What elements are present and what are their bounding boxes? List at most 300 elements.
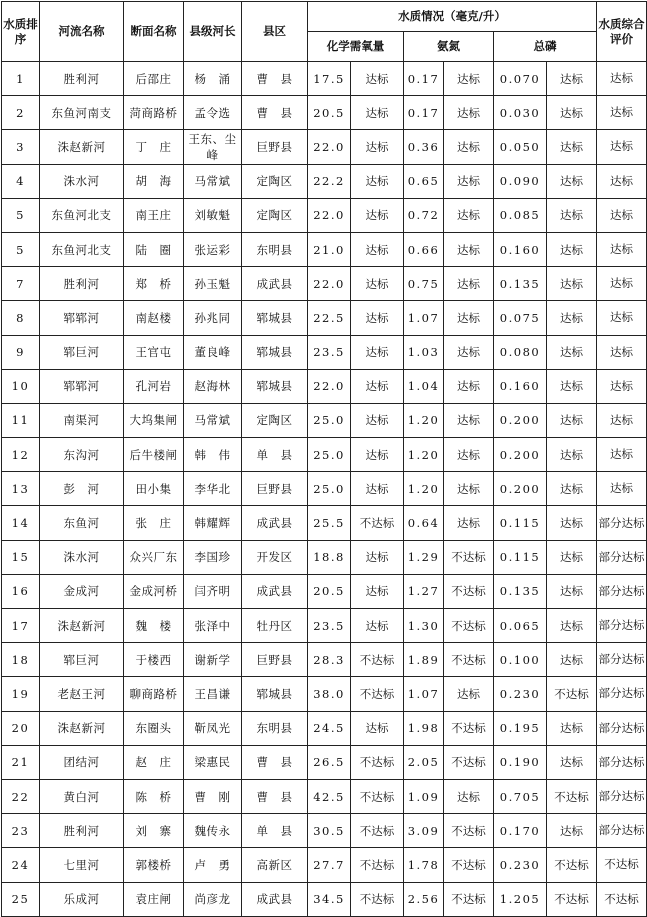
cell-cod-status: 达标 [351,198,404,232]
cell-chief: 马常斌 [184,164,242,198]
cell-county: 成武县 [242,506,308,540]
cell-river: 乐成河 [40,882,124,916]
cell-cod-status: 不达标 [351,814,404,848]
cell-chief: 尚彦龙 [184,882,242,916]
cell-river: 东沟河 [40,438,124,472]
cell-phosphorus-status: 达标 [547,506,597,540]
cell-chief: 王昌谦 [184,677,242,711]
cell-phosphorus-status: 不达标 [547,677,597,711]
cell-ammonia-value: 1.07 [404,677,444,711]
cell-overall: 达标 [597,369,647,403]
cell-phosphorus-status: 达标 [547,814,597,848]
cell-river: 东鱼河北支 [40,232,124,266]
cell-cod-value: 38.0 [308,677,351,711]
cell-cod-value: 18.8 [308,540,351,574]
cell-ammonia-value: 1.98 [404,711,444,745]
cell-county: 定陶区 [242,403,308,437]
cell-phosphorus-status: 不达标 [547,848,597,882]
table-row [2,62,647,96]
cell-section: 南王庄 [124,198,184,232]
cell-river: 郓巨河 [40,335,124,369]
cell-river: 东鱼河 [40,506,124,540]
cell-phosphorus-status: 不达标 [547,882,597,916]
cell-cod-value: 20.5 [308,96,351,130]
cell-phosphorus-status: 达标 [547,472,597,506]
cell-ammonia-status: 达标 [444,96,494,130]
cell-cod-status: 达标 [351,130,404,164]
cell-chief: 马常斌 [184,403,242,437]
table-row [2,814,647,848]
cell-ammonia-value: 0.17 [404,62,444,96]
cell-ammonia-status: 达标 [444,472,494,506]
table-row [2,335,647,369]
cell-county: 郓城县 [242,677,308,711]
cell-county: 曹 县 [242,62,308,96]
table-row [2,506,647,540]
cell-county: 成武县 [242,574,308,608]
cell-ammonia-status: 达标 [444,267,494,301]
cell-ammonia-value: 0.36 [404,130,444,164]
cell-rank: 17 [2,609,40,643]
col-header-overall: 水质综合评价 [597,2,647,62]
cell-overall: 达标 [597,164,647,198]
cell-phosphorus-status: 达标 [547,301,597,335]
cell-section: 田小集 [124,472,184,506]
cell-chief: 董良峰 [184,335,242,369]
cell-chief: 孙兆同 [184,301,242,335]
cell-cod-status: 达标 [351,267,404,301]
cell-ammonia-status: 达标 [444,369,494,403]
cell-cod-status: 达标 [351,438,404,472]
cell-cod-value: 25.0 [308,472,351,506]
cell-ammonia-status: 达标 [444,506,494,540]
cell-section: 后牛楼闸 [124,438,184,472]
cell-county: 成武县 [242,882,308,916]
cell-cod-value: 23.5 [308,335,351,369]
table-row [2,369,647,403]
cell-cod-value: 34.5 [308,882,351,916]
cell-county: 单 县 [242,814,308,848]
cell-county: 高新区 [242,848,308,882]
cell-river: 胜利河 [40,267,124,301]
cell-ammonia-status: 不达标 [444,745,494,779]
table-row [2,609,647,643]
cell-river: 郓巨河 [40,643,124,677]
cell-ammonia-value: 1.29 [404,540,444,574]
cell-cod-value: 25.5 [308,506,351,540]
cell-river: 胜利河 [40,62,124,96]
cell-phosphorus-status: 达标 [547,438,597,472]
cell-phosphorus-status: 达标 [547,574,597,608]
col-header-section: 断面名称 [124,2,184,62]
cell-ammonia-status: 达标 [444,335,494,369]
cell-section: 胡 海 [124,164,184,198]
cell-county: 定陶区 [242,164,308,198]
cell-phosphorus-value: 0.190 [494,745,547,779]
table-row [2,745,647,779]
cell-overall: 达标 [597,438,647,472]
cell-ammonia-value: 1.09 [404,779,444,813]
cell-cod-value: 25.0 [308,438,351,472]
cell-ammonia-value: 0.65 [404,164,444,198]
cell-phosphorus-value: 0.090 [494,164,547,198]
cell-ammonia-status: 不达标 [444,574,494,608]
cell-ammonia-value: 0.64 [404,506,444,540]
cell-overall: 不达标 [597,882,647,916]
cell-cod-status: 达标 [351,164,404,198]
cell-ammonia-value: 1.04 [404,369,444,403]
cell-cod-status: 不达标 [351,677,404,711]
cell-ammonia-status: 达标 [444,779,494,813]
cell-cod-status: 不达标 [351,848,404,882]
cell-section: 金成河桥 [124,574,184,608]
cell-chief: 李国珍 [184,540,242,574]
cell-river: 南渠河 [40,403,124,437]
cell-cod-value: 28.3 [308,643,351,677]
table-row [2,403,647,437]
cell-rank: 21 [2,745,40,779]
cell-river: 东鱼河北支 [40,198,124,232]
cell-ammonia-value: 1.20 [404,438,444,472]
cell-phosphorus-value: 1.205 [494,882,547,916]
cell-cod-value: 21.0 [308,232,351,266]
cell-section: 孔河岩 [124,369,184,403]
cell-river: 洙赵新河 [40,711,124,745]
cell-overall: 达标 [597,301,647,335]
cell-ammonia-status: 达标 [444,301,494,335]
cell-county: 东明县 [242,711,308,745]
cell-cod-value: 30.5 [308,814,351,848]
table-row [2,472,647,506]
cell-chief: 曹 刚 [184,779,242,813]
cell-rank: 24 [2,848,40,882]
cell-overall: 部分达标 [597,814,647,848]
table-row [2,711,647,745]
cell-county: 单 县 [242,438,308,472]
cell-ammonia-status: 不达标 [444,540,494,574]
cell-rank: 14 [2,506,40,540]
cell-overall: 部分达标 [597,745,647,779]
cell-phosphorus-status: 达标 [547,609,597,643]
cell-county: 定陶区 [242,198,308,232]
cell-ammonia-value: 0.72 [404,198,444,232]
cell-phosphorus-value: 0.705 [494,779,547,813]
cell-cod-value: 22.0 [308,130,351,164]
table-row [2,267,647,301]
cell-overall: 部分达标 [597,643,647,677]
cell-county: 曹 县 [242,779,308,813]
cell-rank: 4 [2,164,40,198]
cell-cod-status: 达标 [351,301,404,335]
cell-chief: 韩耀辉 [184,506,242,540]
cell-rank: 16 [2,574,40,608]
cell-river: 郓郓河 [40,369,124,403]
cell-river: 七里河 [40,848,124,882]
cell-ammonia-value: 0.66 [404,232,444,266]
cell-overall: 达标 [597,198,647,232]
cell-section: 魏 楼 [124,609,184,643]
cell-river: 洙水河 [40,540,124,574]
cell-overall: 不达标 [597,848,647,882]
cell-ammonia-value: 1.03 [404,335,444,369]
cell-phosphorus-value: 0.075 [494,301,547,335]
cell-phosphorus-status: 达标 [547,335,597,369]
col-header-rank: 水质排序 [2,2,40,62]
cell-cod-status: 达标 [351,540,404,574]
table-row [2,882,647,916]
cell-chief: 刘敏魁 [184,198,242,232]
cell-county: 曹 县 [242,745,308,779]
cell-rank: 10 [2,369,40,403]
cell-overall: 部分达标 [597,540,647,574]
cell-rank: 18 [2,643,40,677]
cell-ammonia-value: 1.20 [404,472,444,506]
cell-section: 东圈头 [124,711,184,745]
cell-section: 后邵庄 [124,62,184,96]
cell-ammonia-status: 达标 [444,438,494,472]
cell-phosphorus-status: 达标 [547,745,597,779]
cell-river: 黄白河 [40,779,124,813]
col-header-river: 河流名称 [40,2,124,62]
cell-phosphorus-status: 达标 [547,369,597,403]
cell-chief: 张泽中 [184,609,242,643]
cell-phosphorus-status: 达标 [547,130,597,164]
col-header-quality-group: 水质情况（毫克/升） [308,2,597,32]
cell-chief: 闫齐明 [184,574,242,608]
cell-section: 郑 桥 [124,267,184,301]
cell-ammonia-value: 2.56 [404,882,444,916]
col-header-phosphorus: 总磷 [494,32,597,62]
cell-ammonia-value: 1.30 [404,609,444,643]
cell-overall: 达标 [597,232,647,266]
cell-cod-value: 24.5 [308,711,351,745]
cell-section: 聊商路桥 [124,677,184,711]
cell-cod-status: 达标 [351,711,404,745]
cell-cod-status: 达标 [351,609,404,643]
cell-county: 曹 县 [242,96,308,130]
cell-phosphorus-status: 达标 [547,711,597,745]
cell-ammonia-status: 达标 [444,198,494,232]
cell-phosphorus-value: 0.160 [494,369,547,403]
cell-county: 巨野县 [242,472,308,506]
table-row [2,574,647,608]
cell-rank: 5 [2,198,40,232]
cell-rank: 15 [2,540,40,574]
cell-section: 丁 庄 [124,130,184,164]
cell-county: 牡丹区 [242,609,308,643]
cell-phosphorus-value: 0.065 [494,609,547,643]
cell-phosphorus-value: 0.200 [494,403,547,437]
cell-chief: 张运彩 [184,232,242,266]
cell-river: 彭 河 [40,472,124,506]
cell-county: 成武县 [242,267,308,301]
cell-section: 张 庄 [124,506,184,540]
cell-ammonia-status: 不达标 [444,643,494,677]
cell-phosphorus-value: 0.115 [494,540,547,574]
cell-cod-status: 达标 [351,369,404,403]
cell-overall: 达标 [597,472,647,506]
table-row [2,164,647,198]
cell-river: 团结河 [40,745,124,779]
cell-county: 郓城县 [242,301,308,335]
cell-river: 洙赵新河 [40,609,124,643]
cell-ammonia-value: 1.78 [404,848,444,882]
cell-phosphorus-value: 0.195 [494,711,547,745]
cell-county: 开发区 [242,540,308,574]
cell-cod-status: 达标 [351,574,404,608]
cell-phosphorus-status: 达标 [547,96,597,130]
table-row [2,779,647,813]
cell-river: 郓郓河 [40,301,124,335]
cell-rank: 3 [2,130,40,164]
col-header-ammonia: 氨氮 [404,32,494,62]
cell-cod-status: 达标 [351,232,404,266]
cell-phosphorus-value: 0.100 [494,643,547,677]
cell-ammonia-value: 0.75 [404,267,444,301]
cell-rank: 13 [2,472,40,506]
cell-ammonia-value: 1.89 [404,643,444,677]
table-row [2,540,647,574]
cell-rank: 12 [2,438,40,472]
cell-section: 南赵楼 [124,301,184,335]
cell-overall: 达标 [597,62,647,96]
cell-cod-value: 22.5 [308,301,351,335]
cell-ammonia-status: 不达标 [444,882,494,916]
cell-cod-status: 达标 [351,403,404,437]
cell-cod-status: 不达标 [351,745,404,779]
cell-rank: 23 [2,814,40,848]
cell-chief: 靳凤光 [184,711,242,745]
cell-rank: 20 [2,711,40,745]
cell-section: 众兴厂东 [124,540,184,574]
table-row [2,301,647,335]
cell-chief: 赵海林 [184,369,242,403]
cell-ammonia-value: 2.05 [404,745,444,779]
cell-rank: 9 [2,335,40,369]
cell-overall: 达标 [597,96,647,130]
cell-rank: 5 [2,232,40,266]
cell-ammonia-status: 达标 [444,164,494,198]
table-row [2,438,647,472]
cell-cod-value: 22.0 [308,369,351,403]
cell-phosphorus-status: 达标 [547,232,597,266]
cell-cod-status: 不达标 [351,506,404,540]
cell-section: 陈 桥 [124,779,184,813]
cell-phosphorus-status: 达标 [547,198,597,232]
cell-phosphorus-status: 不达标 [547,779,597,813]
cell-river: 老赵王河 [40,677,124,711]
cell-ammonia-value: 0.17 [404,96,444,130]
cell-phosphorus-status: 达标 [547,403,597,437]
cell-river: 东鱼河南支 [40,96,124,130]
table-row [2,130,647,164]
cell-county: 东明县 [242,232,308,266]
table-body [2,62,647,917]
cell-chief: 卢 勇 [184,848,242,882]
cell-river: 洙赵新河 [40,130,124,164]
cell-rank: 11 [2,403,40,437]
cell-overall: 达标 [597,130,647,164]
cell-ammonia-value: 3.09 [404,814,444,848]
cell-section: 赵 庄 [124,745,184,779]
cell-phosphorus-value: 0.085 [494,198,547,232]
col-header-chief: 县级河长 [184,2,242,62]
cell-county: 郓城县 [242,335,308,369]
cell-overall: 部分达标 [597,779,647,813]
cell-cod-status: 不达标 [351,779,404,813]
cell-overall: 部分达标 [597,677,647,711]
cell-phosphorus-status: 达标 [547,164,597,198]
cell-cod-value: 17.5 [308,62,351,96]
cell-overall: 达标 [597,267,647,301]
cell-phosphorus-value: 0.230 [494,677,547,711]
cell-section: 刘 寨 [124,814,184,848]
cell-county: 巨野县 [242,643,308,677]
cell-ammonia-status: 达标 [444,232,494,266]
cell-overall: 部分达标 [597,609,647,643]
cell-rank: 19 [2,677,40,711]
cell-cod-status: 达标 [351,62,404,96]
cell-cod-value: 22.0 [308,267,351,301]
cell-ammonia-status: 达标 [444,62,494,96]
cell-section: 大坞集闸 [124,403,184,437]
cell-ammonia-status: 不达标 [444,814,494,848]
cell-ammonia-status: 达标 [444,677,494,711]
cell-ammonia-status: 达标 [444,130,494,164]
cell-phosphorus-value: 0.170 [494,814,547,848]
table-row [2,232,647,266]
cell-phosphorus-value: 0.070 [494,62,547,96]
cell-cod-value: 22.2 [308,164,351,198]
cell-phosphorus-status: 达标 [547,62,597,96]
cell-phosphorus-value: 0.080 [494,335,547,369]
cell-chief: 杨 涌 [184,62,242,96]
cell-chief: 梁惠民 [184,745,242,779]
table-row [2,643,647,677]
cell-ammonia-value: 1.27 [404,574,444,608]
cell-rank: 7 [2,267,40,301]
cell-overall: 部分达标 [597,574,647,608]
cell-overall: 达标 [597,403,647,437]
cell-ammonia-status: 不达标 [444,848,494,882]
cell-chief: 谢新学 [184,643,242,677]
cell-cod-status: 达标 [351,96,404,130]
cell-overall: 达标 [597,335,647,369]
cell-cod-value: 25.0 [308,403,351,437]
cell-phosphorus-status: 达标 [547,540,597,574]
cell-cod-status: 达标 [351,335,404,369]
cell-phosphorus-value: 0.135 [494,574,547,608]
cell-rank: 1 [2,62,40,96]
cell-river: 洙水河 [40,164,124,198]
cell-phosphorus-status: 达标 [547,643,597,677]
cell-cod-value: 26.5 [308,745,351,779]
cell-phosphorus-value: 0.200 [494,438,547,472]
table-row [2,198,647,232]
cell-phosphorus-value: 0.050 [494,130,547,164]
cell-river: 金成河 [40,574,124,608]
cell-county: 巨野县 [242,130,308,164]
cell-phosphorus-status: 达标 [547,267,597,301]
cell-ammonia-status: 不达标 [444,609,494,643]
cell-cod-value: 42.5 [308,779,351,813]
cell-chief: 李华北 [184,472,242,506]
cell-phosphorus-value: 0.135 [494,267,547,301]
cell-cod-value: 23.5 [308,609,351,643]
cell-phosphorus-value: 0.200 [494,472,547,506]
cell-cod-value: 22.0 [308,198,351,232]
cell-section: 袁庄闸 [124,882,184,916]
